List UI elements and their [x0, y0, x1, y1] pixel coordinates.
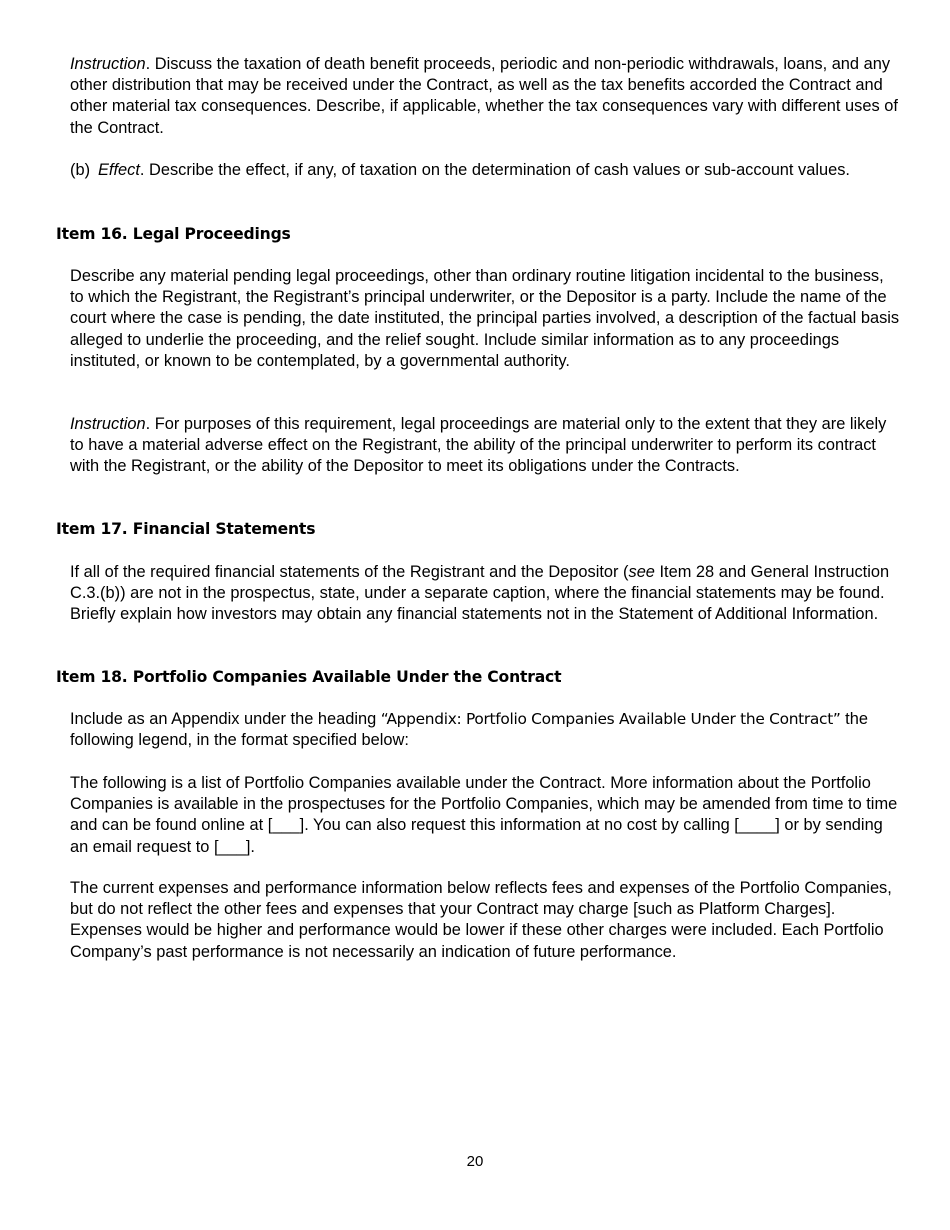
page-number: 20 — [466, 1153, 484, 1170]
text-segment: If all of the required financial statements of the Registrant and the Depositor ( — [70, 563, 629, 581]
item-18-intro — [70, 709, 900, 751]
instruction-label: Instruction — [70, 415, 146, 433]
effect-label: Effect — [98, 161, 140, 179]
item-18-heading: Item 18. Portfolio Companies Available Under the Contract — [56, 668, 562, 686]
item-18-legend-paragraph-1: The following is a list of Portfolio Companies available under the Contract. More information about the Portfolio Companies is available in the prospectuses for the Portfolio Companies, which may be amended from time to time and can be found online at [___]. You can also request this information at no cost by calling [____] or by sending an email request to [___]. — [70, 774, 898, 856]
item-16-paragraph: Describe any material pending legal proceedings, other than ordinary routine litigation incidental to the business, to which the Registrant, the Registrant’s principal underwriter, or the Depositor is a party. Include the name of the court where the case is pending, the date instituted, the principal parties involved, a description of the factual basis alleged to underlie the proceeding, and the relief sought. Include similar information as to any proceedings instituted, or known to be contemplated, by a governmental authority. — [70, 267, 900, 370]
appendix-heading-quote: “Appendix: Portfolio Companies Available Under the Contract” — [380, 710, 841, 728]
text-segment: Include as an Appendix under the heading — [70, 710, 381, 728]
effect-text: . Describe the effect, if any, of taxation on the determination of cash values or sub-account values. — [139, 161, 850, 179]
item-16-instruction — [70, 414, 900, 478]
text-segment: the following legend, in the format specified below: — [70, 710, 868, 750]
see-italic: see — [628, 563, 655, 581]
instruction-label: Instruction — [70, 55, 146, 73]
instruction-text: . For purposes of this requirement, legal proceedings are material only to the extent that they are likely to have a material adverse effect on the Registrant, the ability of the principal underwriter to perform its contract with the Registrant, or the ability of the Depositor to meet its obligations under the Contracts. — [70, 415, 887, 476]
instruction-taxation-paragraph — [70, 54, 900, 139]
item-15b-effect — [70, 160, 900, 181]
list-marker: (b) — [70, 161, 91, 179]
item-17-paragraph — [70, 562, 900, 626]
item-16-heading: Item 16. Legal Proceedings — [56, 225, 291, 243]
item-18-legend-paragraph-2: The current expenses and performance information below reflects fees and expenses of the Portfolio Companies, but do not reflect the other fees and expenses that your Contract may charge [such as Platform Charges]. Expenses would be higher and performance would be lower if these other charges were included. Each Portfolio Company’s past performance is not necessarily an indication of future performance. — [70, 879, 892, 961]
instruction-text: . Discuss the taxation of death benefit proceeds, periodic and non-periodic withdrawals, loans, and any other distribution that may be received under the Contract, as well as the tax benefits accorded the Contract and other material tax consequences. Describe, if applicable, whether the tax consequences vary with different uses of the Contract. — [70, 55, 898, 137]
text-segment: Item 28 and General Instruction C.3.(b)) are not in the prospectus, state, under a separate caption, where the financial statements may be found. Briefly explain how investors may obtain any financial statements not in the Statement of Additional Information. — [70, 563, 890, 624]
item-17-heading: Item 17. Financial Statements — [56, 520, 316, 538]
